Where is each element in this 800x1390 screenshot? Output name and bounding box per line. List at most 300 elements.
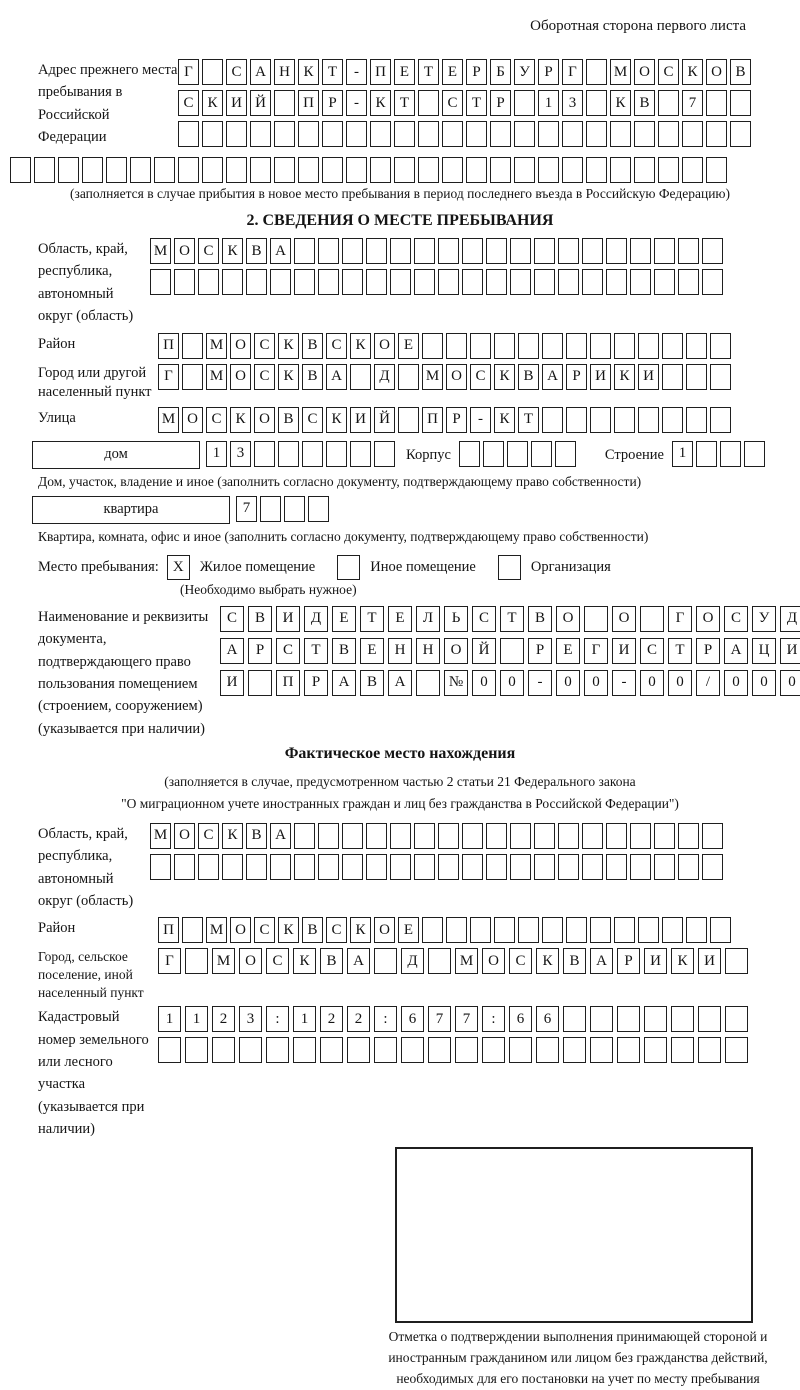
char-box xyxy=(398,407,419,433)
char-box xyxy=(644,1006,667,1032)
kvartira-number-row xyxy=(236,496,332,522)
char-box: С xyxy=(254,333,275,359)
char-box: 2 xyxy=(347,1006,370,1032)
char-box xyxy=(274,157,295,183)
char-box xyxy=(394,157,415,183)
char-box xyxy=(226,157,247,183)
char-box: Т xyxy=(360,606,384,632)
char-box xyxy=(350,364,371,390)
char-box: И xyxy=(220,670,244,696)
char-box: 7 xyxy=(455,1006,478,1032)
char-box xyxy=(130,157,151,183)
char-box xyxy=(178,121,199,147)
char-box xyxy=(584,606,608,632)
char-box: М xyxy=(150,238,171,264)
char-box: Р xyxy=(248,638,272,664)
char-box: О xyxy=(254,407,275,433)
char-box xyxy=(702,238,723,264)
char-box xyxy=(198,269,219,295)
char-box xyxy=(390,823,411,849)
char-box xyxy=(274,90,295,116)
char-box xyxy=(294,854,315,880)
char-box xyxy=(654,238,675,264)
char-box: К xyxy=(293,948,316,974)
ulitsa-row xyxy=(158,407,734,433)
char-box xyxy=(510,823,531,849)
char-box xyxy=(150,269,171,295)
char-box: С xyxy=(724,606,748,632)
char-box: Ь xyxy=(444,606,468,632)
char-box xyxy=(366,269,387,295)
char-box xyxy=(374,948,397,974)
char-box xyxy=(442,157,463,183)
char-box xyxy=(710,407,731,433)
char-box: Р xyxy=(304,670,328,696)
char-box xyxy=(702,823,723,849)
char-box: 0 xyxy=(724,670,748,696)
char-box: Е xyxy=(388,606,412,632)
char-box: А xyxy=(590,948,613,974)
char-box: 7 xyxy=(236,496,257,522)
doc-row-1 xyxy=(220,606,800,632)
dom-box: дом xyxy=(32,441,200,469)
char-box: А xyxy=(270,823,291,849)
char-box xyxy=(10,157,31,183)
char-box xyxy=(486,269,507,295)
char-box xyxy=(558,823,579,849)
char-box: М xyxy=(455,948,478,974)
char-box: Т xyxy=(518,407,539,433)
kadastr-label: Кадастровый номер земельного или лесного участка (указывается при наличии) xyxy=(38,1009,149,1138)
char-box: : xyxy=(374,1006,397,1032)
raion-label: Район xyxy=(38,335,76,352)
char-box: Р xyxy=(528,638,552,664)
char-box xyxy=(422,917,443,943)
char-box: 0 xyxy=(556,670,580,696)
char-box xyxy=(509,1037,532,1063)
dom-number-row xyxy=(206,441,398,467)
char-box: К xyxy=(610,90,631,116)
char-box xyxy=(671,1037,694,1063)
char-box xyxy=(366,238,387,264)
gorod-label: Город или другой населенный пункт xyxy=(38,364,152,400)
char-box: Г xyxy=(562,59,583,85)
doc-row-2 xyxy=(220,638,800,664)
char-box xyxy=(284,496,305,522)
char-box xyxy=(614,407,635,433)
char-box: Г xyxy=(668,606,692,632)
char-box: С xyxy=(302,407,323,433)
char-box xyxy=(483,441,504,467)
char-box: В xyxy=(302,364,323,390)
char-box: Е xyxy=(442,59,463,85)
char-box xyxy=(202,121,223,147)
ulitsa-field xyxy=(10,407,790,433)
char-box xyxy=(514,121,535,147)
char-box xyxy=(347,1037,370,1063)
char-box xyxy=(490,157,511,183)
char-box: О xyxy=(182,407,203,433)
char-box: Д xyxy=(401,948,424,974)
char-box: М xyxy=(422,364,443,390)
char-box: В xyxy=(563,948,586,974)
char-box xyxy=(293,1037,316,1063)
oblast2-row-1 xyxy=(150,823,726,849)
char-box xyxy=(342,238,363,264)
char-box: Д xyxy=(304,606,328,632)
char-box: И xyxy=(698,948,721,974)
char-box xyxy=(414,823,435,849)
char-box: М xyxy=(158,407,179,433)
char-box xyxy=(534,269,555,295)
char-box: А xyxy=(724,638,748,664)
char-box: Г xyxy=(178,59,199,85)
char-box xyxy=(640,606,664,632)
char-box: Г xyxy=(158,364,179,390)
char-box: 0 xyxy=(472,670,496,696)
char-box: 1 xyxy=(158,1006,181,1032)
char-box xyxy=(318,269,339,295)
char-box: О xyxy=(482,948,505,974)
char-box: И xyxy=(612,638,636,664)
char-box xyxy=(658,157,679,183)
char-box xyxy=(558,269,579,295)
char-box: О xyxy=(612,606,636,632)
char-box: К xyxy=(614,364,635,390)
char-box xyxy=(318,854,339,880)
char-box xyxy=(725,948,748,974)
char-box xyxy=(510,269,531,295)
char-box xyxy=(462,238,483,264)
char-box xyxy=(428,1037,451,1063)
page-side-note: Оборотная сторона первого листа xyxy=(530,18,746,34)
char-box xyxy=(294,823,315,849)
char-box xyxy=(446,333,467,359)
char-box xyxy=(606,854,627,880)
char-box: К xyxy=(278,333,299,359)
char-box: Е xyxy=(398,333,419,359)
char-box: К xyxy=(222,238,243,264)
char-box xyxy=(174,854,195,880)
char-box xyxy=(606,269,627,295)
organizatsiya-checkbox xyxy=(498,555,521,580)
char-box xyxy=(182,333,203,359)
char-box xyxy=(706,90,727,116)
char-box xyxy=(438,238,459,264)
oblast-row-2 xyxy=(150,269,726,295)
raion-row xyxy=(158,333,734,359)
char-box: А xyxy=(220,638,244,664)
char-box xyxy=(586,59,607,85)
char-box: С xyxy=(640,638,664,664)
char-box xyxy=(455,1037,478,1063)
char-box xyxy=(678,269,699,295)
char-box: В xyxy=(302,333,323,359)
oblast-field xyxy=(10,238,790,328)
char-box xyxy=(390,238,411,264)
char-box xyxy=(459,441,480,467)
char-box: К xyxy=(298,59,319,85)
char-box: - xyxy=(346,90,367,116)
char-box: О xyxy=(556,606,580,632)
char-box: П xyxy=(158,917,179,943)
char-box: К xyxy=(536,948,559,974)
char-box: В xyxy=(278,407,299,433)
char-box xyxy=(730,90,751,116)
char-box: Р xyxy=(696,638,720,664)
char-box: И xyxy=(644,948,667,974)
char-box: 3 xyxy=(562,90,583,116)
char-box: 0 xyxy=(584,670,608,696)
zhiloe-label: Жилое помещение xyxy=(199,558,316,575)
char-box: 1 xyxy=(293,1006,316,1032)
char-box xyxy=(414,854,435,880)
char-box xyxy=(418,121,439,147)
char-box: А xyxy=(542,364,563,390)
char-box xyxy=(662,333,683,359)
char-box xyxy=(582,854,603,880)
char-box: О xyxy=(230,333,251,359)
char-box: 6 xyxy=(401,1006,424,1032)
char-box xyxy=(662,407,683,433)
kvartira-box: квартира xyxy=(32,496,230,524)
char-box xyxy=(106,157,127,183)
char-box: В xyxy=(246,238,267,264)
kadastr-row-2 xyxy=(158,1037,752,1063)
char-box xyxy=(494,917,515,943)
char-box xyxy=(270,269,291,295)
char-box: С xyxy=(276,638,300,664)
char-box: К xyxy=(350,917,371,943)
char-box: Р xyxy=(446,407,467,433)
char-box xyxy=(658,121,679,147)
char-box xyxy=(222,854,243,880)
char-box: Е xyxy=(398,917,419,943)
char-box xyxy=(370,121,391,147)
char-box xyxy=(638,917,659,943)
gorod2-row xyxy=(158,948,752,974)
kvartira-caption: Квартира, комната, офис и иное (заполнить согласно документу, подтверждающему право собственности) xyxy=(38,528,649,544)
char-box: 3 xyxy=(230,441,251,467)
char-box: С xyxy=(254,364,275,390)
char-box: С xyxy=(470,364,491,390)
char-box: П xyxy=(298,90,319,116)
actual-location-title: Фактическое место нахождения xyxy=(284,745,516,763)
char-box: А xyxy=(332,670,356,696)
char-box xyxy=(490,121,511,147)
char-box: О xyxy=(634,59,655,85)
char-box xyxy=(182,917,203,943)
korpus-label: Корпус xyxy=(406,446,451,463)
char-box xyxy=(590,1037,613,1063)
char-box xyxy=(366,854,387,880)
char-box xyxy=(390,269,411,295)
char-box xyxy=(617,1037,640,1063)
char-box: О xyxy=(706,59,727,85)
char-box xyxy=(582,238,603,264)
char-box: К xyxy=(326,407,347,433)
char-box xyxy=(212,1037,235,1063)
char-box: П xyxy=(276,670,300,696)
char-box: К xyxy=(682,59,703,85)
char-box: К xyxy=(671,948,694,974)
doc-label: Наименование и реквизиты документа, подтверждающего право пользования помещением (строением, сооружением) (указывается при наличии) xyxy=(38,608,209,737)
prev-address-caption: (заполняется в случае прибытия в новое место пребывания в период последнего въезда в Российскую Федерацию) xyxy=(69,186,731,201)
char-box: С xyxy=(226,59,247,85)
raion2-row xyxy=(158,917,734,943)
char-box xyxy=(638,407,659,433)
char-box xyxy=(274,121,295,147)
char-box xyxy=(500,638,524,664)
char-box: 2 xyxy=(212,1006,235,1032)
char-box xyxy=(630,823,651,849)
stamp-caption: Отметка о подтверждении выполнения принимающей стороной и иностранным гражданином или лицом без гражданства действий, необходимых для его постановки на учет по месту пребывания xyxy=(388,1328,768,1386)
char-box xyxy=(308,496,329,522)
char-box xyxy=(686,407,707,433)
char-box xyxy=(563,1006,586,1032)
char-box: № xyxy=(444,670,468,696)
char-box xyxy=(534,238,555,264)
char-box xyxy=(462,823,483,849)
char-box xyxy=(158,1037,181,1063)
char-box: П xyxy=(158,333,179,359)
char-box xyxy=(590,1006,613,1032)
char-box xyxy=(466,157,487,183)
organizatsiya-label: Организация xyxy=(530,558,611,575)
char-box xyxy=(534,823,555,849)
char-box: О xyxy=(374,333,395,359)
char-box: У xyxy=(514,59,535,85)
char-box: К xyxy=(278,364,299,390)
char-box xyxy=(710,917,731,943)
section2-title: 2. СВЕДЕНИЯ О МЕСТЕ ПРЕБЫВАНИЯ xyxy=(246,212,554,229)
char-box xyxy=(555,441,576,467)
char-box xyxy=(654,269,675,295)
char-box: К xyxy=(278,917,299,943)
char-box: С xyxy=(206,407,227,433)
char-box: Р xyxy=(466,59,487,85)
char-box: Н xyxy=(274,59,295,85)
char-box: Т xyxy=(322,59,343,85)
char-box xyxy=(710,333,731,359)
char-box: О xyxy=(239,948,262,974)
char-box: Р xyxy=(322,90,343,116)
char-box xyxy=(610,121,631,147)
char-box: А xyxy=(347,948,370,974)
char-box xyxy=(606,238,627,264)
char-box xyxy=(534,854,555,880)
char-box: К xyxy=(202,90,223,116)
char-box: К xyxy=(350,333,371,359)
char-box xyxy=(466,121,487,147)
char-box xyxy=(725,1037,748,1063)
ulitsa-label: Улица xyxy=(38,409,76,426)
char-box: С xyxy=(326,917,347,943)
prev-address-field xyxy=(10,59,790,152)
char-box xyxy=(438,269,459,295)
char-box xyxy=(342,823,363,849)
char-box: М xyxy=(150,823,171,849)
char-box xyxy=(720,441,741,467)
char-box: И xyxy=(226,90,247,116)
char-box xyxy=(222,269,243,295)
char-box xyxy=(542,917,563,943)
char-box xyxy=(298,157,319,183)
prev-address-row-2 xyxy=(178,90,754,116)
char-box xyxy=(698,1006,721,1032)
char-box: 0 xyxy=(500,670,524,696)
char-box xyxy=(590,333,611,359)
char-box xyxy=(566,917,587,943)
char-box xyxy=(518,333,539,359)
char-box xyxy=(586,90,607,116)
char-box: О xyxy=(174,238,195,264)
char-box: Т xyxy=(500,606,524,632)
prev-address-row-3 xyxy=(178,121,754,147)
inoe-checkbox xyxy=(337,555,360,580)
char-box xyxy=(470,917,491,943)
place-type-caption: (Необходимо выбрать нужное) xyxy=(180,581,357,597)
doc-field xyxy=(10,606,798,741)
actual-location-caption-line1: (заполняется в случае, предусмотренном частью 2 статьи 21 Федерального закона xyxy=(164,774,636,790)
char-box xyxy=(482,1037,505,1063)
char-box xyxy=(322,157,343,183)
char-box: А xyxy=(250,59,271,85)
char-box: М xyxy=(206,333,227,359)
char-box: Е xyxy=(556,638,580,664)
char-box xyxy=(239,1037,262,1063)
char-box: - xyxy=(470,407,491,433)
char-box: С xyxy=(254,917,275,943)
char-box xyxy=(630,854,651,880)
char-box: В xyxy=(332,638,356,664)
prev-address-row-1 xyxy=(178,59,754,85)
char-box xyxy=(226,121,247,147)
char-box: Л xyxy=(416,606,440,632)
char-box: 0 xyxy=(640,670,664,696)
char-box xyxy=(418,157,439,183)
char-box: В xyxy=(634,90,655,116)
char-box xyxy=(606,823,627,849)
char-box xyxy=(318,823,339,849)
char-box xyxy=(696,441,717,467)
raion-field xyxy=(10,333,790,359)
char-box xyxy=(538,157,559,183)
char-box xyxy=(442,121,463,147)
raion2-field xyxy=(10,917,790,943)
place-type-label: Место пребывания: xyxy=(38,558,159,575)
char-box xyxy=(531,441,552,467)
char-box xyxy=(438,854,459,880)
char-box xyxy=(702,854,723,880)
char-box xyxy=(507,441,528,467)
gorod2-field xyxy=(10,948,790,1001)
char-box: О xyxy=(374,917,395,943)
char-box xyxy=(294,269,315,295)
char-box xyxy=(678,823,699,849)
char-box: Д xyxy=(780,606,800,632)
dom-field xyxy=(32,441,790,469)
prev-address-rows xyxy=(178,59,754,152)
char-box: С xyxy=(472,606,496,632)
char-box xyxy=(346,121,367,147)
char-box: О xyxy=(444,638,468,664)
char-box xyxy=(558,854,579,880)
char-box xyxy=(630,238,651,264)
actual-location-caption xyxy=(10,771,790,814)
char-box: - xyxy=(346,59,367,85)
char-box: М xyxy=(206,917,227,943)
